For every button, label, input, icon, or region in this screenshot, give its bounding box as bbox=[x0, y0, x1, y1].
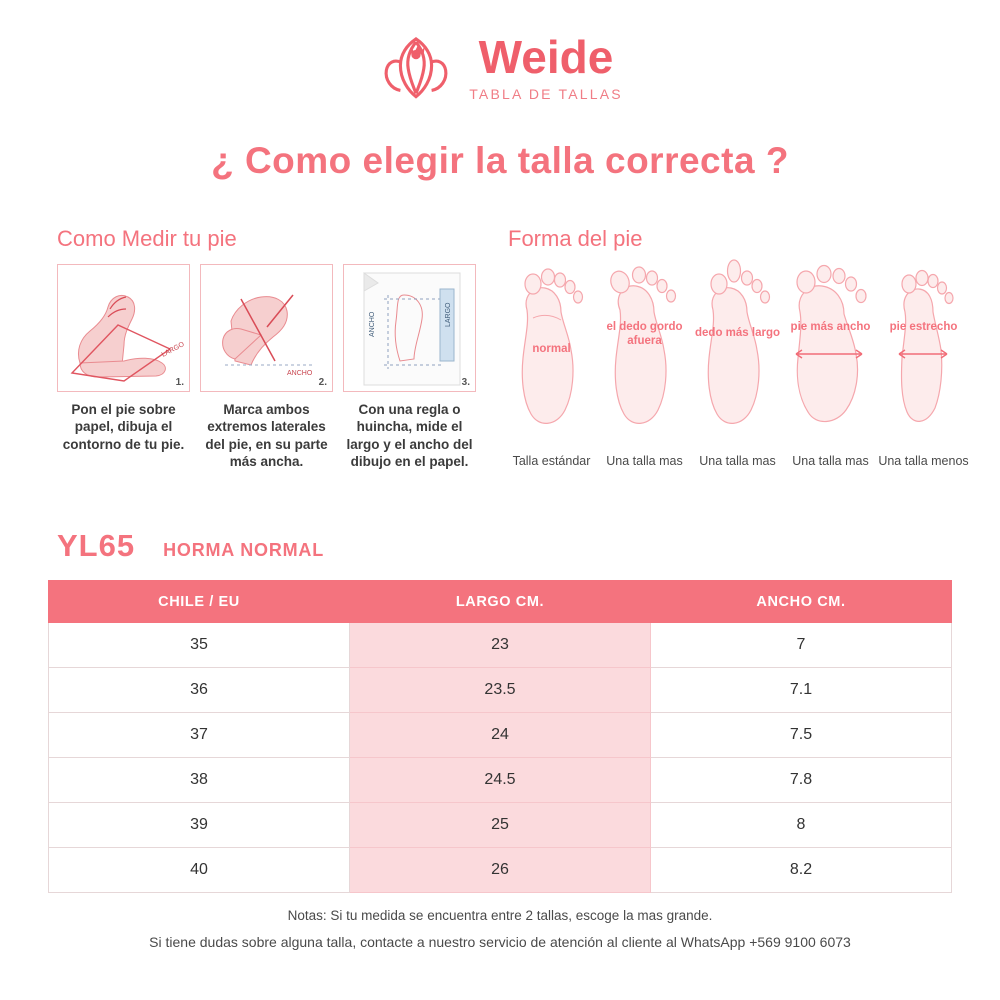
svg-text:ANCHO: ANCHO bbox=[287, 370, 313, 377]
model-fit: HORMA NORMAL bbox=[163, 540, 325, 560]
column-header-largo: LARGO CM. bbox=[350, 581, 651, 623]
cell-length: 23 bbox=[350, 623, 651, 668]
foot-shape-note: Una talla mas bbox=[792, 454, 869, 468]
measure-steps-list bbox=[57, 264, 476, 470]
cell-length: 24 bbox=[350, 713, 651, 758]
cell-size: 36 bbox=[49, 668, 350, 713]
table-row bbox=[49, 758, 952, 803]
shape-section-heading: Forma del pie bbox=[508, 226, 643, 251]
brand-subtitle: TABLA DE TALLAS bbox=[469, 85, 623, 102]
ruler-measure-icon bbox=[343, 264, 476, 392]
measure-step-1 bbox=[57, 264, 190, 470]
model-header bbox=[57, 528, 324, 564]
svg-text:LARGO: LARGO bbox=[445, 302, 452, 327]
cell-size: 37 bbox=[49, 713, 350, 758]
cell-width: 7 bbox=[651, 623, 952, 668]
measure-step-3 bbox=[343, 264, 476, 470]
table-row bbox=[49, 848, 952, 893]
cell-size: 40 bbox=[49, 848, 350, 893]
table-header-row bbox=[49, 581, 952, 623]
cell-length: 26 bbox=[350, 848, 651, 893]
cell-size: 39 bbox=[49, 803, 350, 848]
cell-length: 24.5 bbox=[350, 758, 651, 803]
foot-shape-label: pie estrecho bbox=[889, 321, 958, 333]
foot-long-toe-icon bbox=[691, 258, 784, 440]
foot-shape-wide bbox=[784, 258, 877, 468]
cell-width: 7.5 bbox=[651, 713, 952, 758]
measure-step-2 bbox=[200, 264, 333, 470]
table-row bbox=[49, 713, 952, 758]
foot-shape-label: pie más ancho bbox=[790, 321, 871, 333]
brand-header bbox=[0, 28, 1000, 106]
cell-length: 23.5 bbox=[350, 668, 651, 713]
foot-shapes-list bbox=[505, 258, 970, 488]
model-code: YL65 bbox=[57, 528, 136, 563]
cell-width: 8.2 bbox=[651, 848, 952, 893]
step-caption: Pon el pie sobre papel, dibuja el contorno de tu pie. bbox=[62, 402, 185, 452]
foot-normal-icon bbox=[505, 258, 598, 440]
cell-width: 7.8 bbox=[651, 758, 952, 803]
brand-text bbox=[469, 30, 623, 102]
foot-wide-icon bbox=[784, 258, 877, 440]
foot-shape-note: Una talla menos bbox=[878, 454, 969, 468]
foot-shape-label: dedo más largo bbox=[695, 327, 780, 339]
step-caption: Con una regla o huincha, mide el largo y el ancho del dibujo en el papel. bbox=[346, 402, 473, 469]
table-row bbox=[49, 623, 952, 668]
size-table bbox=[48, 580, 952, 893]
note-line-2: Si tiene dudas sobre alguna talla, contacte a nuestro servicio de atención al cliente al WhatsApp +569 9100 6073 bbox=[149, 934, 851, 950]
note-line-1: Notas: Si tu medida se encuentra entre 2 tallas, escoge la mas grande. bbox=[287, 908, 713, 923]
step-caption: Marca ambos extremos laterales del pie, en su parte más ancha. bbox=[205, 402, 328, 469]
foot-shape-note: Una talla mas bbox=[699, 454, 776, 468]
cell-size: 35 bbox=[49, 623, 350, 668]
step-number: 2. bbox=[318, 377, 327, 388]
foot-shape-big-toe-out bbox=[598, 258, 691, 468]
step-number: 3. bbox=[461, 377, 470, 388]
svg-text:LARGO: LARGO bbox=[160, 341, 186, 359]
cell-length: 25 bbox=[350, 803, 651, 848]
foot-shape-note: Una talla mas bbox=[606, 454, 683, 468]
foot-shape-label: normal bbox=[532, 343, 571, 355]
table-row bbox=[49, 668, 952, 713]
measure-section-heading: Como Medir tu pie bbox=[57, 226, 237, 251]
foot-big-toe-out-icon bbox=[598, 258, 691, 440]
foot-shape-note: Talla estándar bbox=[512, 454, 591, 468]
cell-width: 7.1 bbox=[651, 668, 952, 713]
foot-width-mark-icon bbox=[200, 264, 333, 392]
foot-narrow-icon bbox=[877, 258, 970, 440]
foot-shape-long-toe bbox=[691, 258, 784, 468]
brand-name: Weide bbox=[478, 30, 614, 83]
foot-shape-label: el dedo gordo afuera bbox=[606, 321, 683, 348]
page-title: ¿ Como elegir la talla correcta ? bbox=[211, 140, 789, 181]
foot-shape-narrow bbox=[877, 258, 970, 468]
cell-width: 8 bbox=[651, 803, 952, 848]
column-header-ancho: ANCHO CM. bbox=[651, 581, 952, 623]
foot-shape-normal bbox=[505, 258, 598, 468]
step-number: 1. bbox=[175, 377, 184, 388]
table-row bbox=[49, 803, 952, 848]
cell-size: 38 bbox=[49, 758, 350, 803]
column-header-chile-eu: CHILE / EU bbox=[49, 581, 350, 623]
foot-outline-trace-icon bbox=[57, 264, 190, 392]
svg-text:ANCHO: ANCHO bbox=[369, 311, 376, 337]
weide-flower-logo-icon bbox=[377, 28, 455, 106]
